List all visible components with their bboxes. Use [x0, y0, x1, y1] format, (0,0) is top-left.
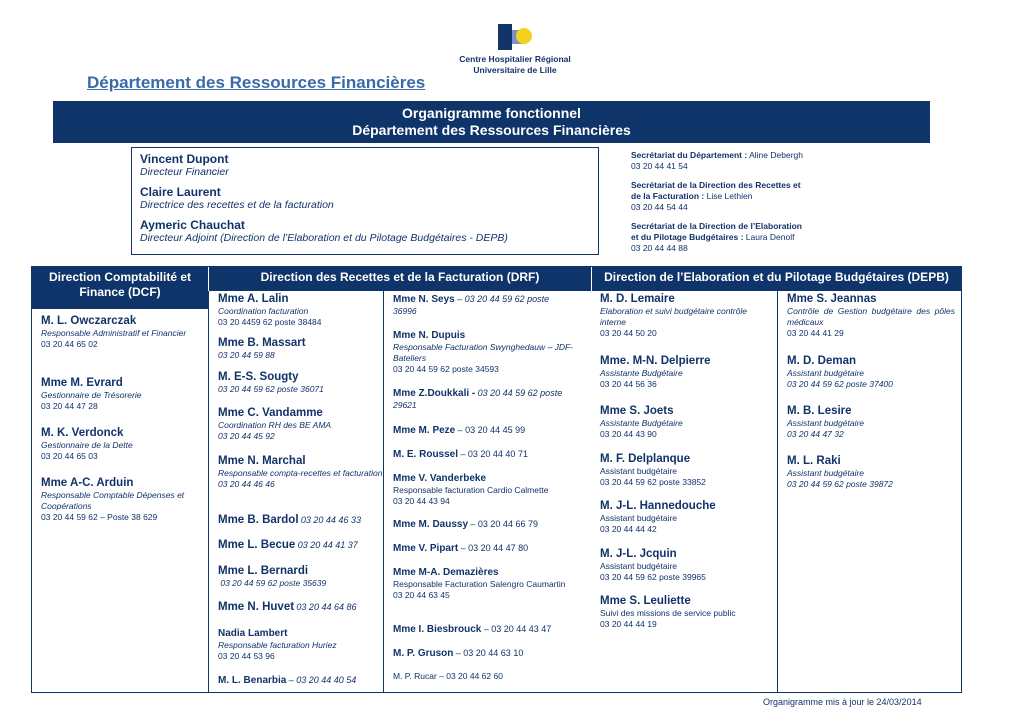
director-name: Aymeric Chauchat — [140, 218, 245, 232]
person-name: Mme S. Leuliette — [600, 595, 691, 607]
person-entry — [218, 514, 383, 527]
person-entry — [218, 407, 383, 442]
person-phone: – 03 20 44 63 10 — [455, 648, 524, 658]
person-name: Mme I. Biesbrouck — [393, 624, 482, 635]
person-phone: 03 20 44 53 96 — [218, 651, 275, 661]
person-phone: 03 20 44 59 62 poste 37400 — [787, 379, 893, 389]
person-entry — [787, 405, 955, 440]
person-role: Gestionnaire de la Dette — [41, 440, 133, 450]
person-phone: – 03 20 44 59 62 poste — [457, 294, 550, 304]
secretariat-entry — [631, 221, 836, 254]
secretariat-phone: 03 20 44 54 44 — [631, 202, 688, 212]
banner-line-1: Organigramme fonctionnel — [402, 105, 581, 121]
dcf-column — [32, 267, 208, 692]
person-name: Mme C. Vandamme — [218, 407, 323, 419]
person-name: M. J-L. Hannedouche — [600, 500, 716, 512]
person-entry — [218, 627, 383, 662]
person-phone: 03 20 4459 62 poste 38484 — [218, 317, 322, 327]
secretariat-title: Secrétariat de la Direction des Recettes et — [631, 180, 801, 190]
person-entry — [393, 647, 583, 660]
person-name: M. J-L. Jcquin — [600, 548, 677, 560]
person-role: Gestionnaire de Trésorerie — [41, 390, 142, 400]
drf-left-column — [208, 267, 383, 692]
person-name: M. L. Benarbia — [218, 675, 287, 686]
person-name: M. B. Lesire — [787, 405, 852, 417]
depb-left-column — [591, 267, 777, 692]
person-entry — [393, 387, 583, 411]
person-phone: 03 20 44 46 46 — [218, 479, 275, 489]
person-entry — [600, 595, 770, 630]
secretariat-title: Secrétariat de la Direction de l’Elaboration — [631, 221, 802, 231]
person-role: Responsable facturation Cardio Calmette — [393, 485, 549, 495]
person-entry — [393, 518, 583, 531]
banner-line-2: Département des Ressources Financières — [352, 122, 631, 138]
person-role: Assistant budgétaire — [600, 561, 678, 571]
person-name: Mme V. Pipart — [393, 543, 459, 554]
person-role: Responsable facturation Huriez — [218, 640, 337, 650]
person-name: Mme N. Marchal — [218, 455, 306, 467]
secretariat-title: Secrétariat du Département : — [631, 150, 748, 160]
logo-line-1: Centre Hospitalier Régional — [459, 54, 571, 64]
person-entry — [600, 355, 770, 390]
person-entry — [600, 500, 770, 535]
person-phone: 03 20 44 63 45 — [393, 590, 450, 600]
person-entry — [393, 671, 583, 682]
person-entry — [393, 448, 583, 461]
person-name: Mme B. Bardol — [218, 514, 299, 526]
person-phone: – 03 20 44 47 80 — [460, 543, 529, 553]
person-entry — [218, 565, 383, 589]
person-name: Mme A-C. Arduin — [41, 477, 134, 489]
person-entry — [393, 623, 583, 636]
person-phone: – 03 20 44 40 71 — [460, 449, 528, 459]
person-role: Responsable Comptable Dépenses et Coopérations — [41, 490, 185, 511]
org-chart-grid — [31, 266, 962, 693]
person-entry — [218, 674, 383, 687]
person-role: Elaboration et suivi budgétaire contrôle interne — [600, 306, 747, 327]
person-entry — [787, 293, 955, 339]
director-role: Directrice des recettes et de la facturation — [140, 199, 334, 211]
person-name: Mme M-A. Demazières — [393, 567, 499, 578]
person-entry — [787, 355, 955, 390]
person-phone: 03 20 44 59 62 poste 34593 — [393, 364, 499, 374]
person-name: Mme N. Huvet — [218, 601, 295, 613]
person-role: Coordination facturation — [218, 306, 309, 316]
person-name: Mme A. Lalin — [218, 293, 289, 305]
person-phone: 03 20 44 59 62 poste 39872 — [787, 479, 893, 489]
secretariat-phone: 03 20 44 41 54 — [631, 161, 688, 171]
person-name: M. K. Verdonck — [41, 427, 124, 439]
person-name: Mme N. Dupuis — [393, 330, 466, 341]
person-role: Assistant budgétaire — [787, 418, 865, 428]
person-entry — [218, 293, 383, 328]
page-title: Département des Ressources Financières — [87, 73, 426, 92]
person-role: Coordination RH des BE AMA — [218, 420, 332, 430]
person-phone: 03 20 44 59 62 poste 33852 — [600, 477, 706, 487]
secretariat-list — [631, 150, 836, 262]
director-entry — [140, 185, 590, 212]
person-entry — [218, 455, 383, 490]
person-phone: 03 20 44 43 90 — [600, 429, 657, 439]
person-role: Responsable Administratif et Financier — [41, 328, 187, 338]
person-entry — [393, 424, 583, 437]
person-phone: – 03 20 44 66 79 — [470, 519, 538, 529]
person-name: M. L. Raki — [787, 455, 841, 467]
logo-line-2: Universitaire de Lille — [473, 65, 557, 75]
person-entry — [41, 477, 201, 523]
director-name: Claire Laurent — [140, 185, 221, 199]
director-entry — [140, 218, 590, 245]
directors-box — [131, 147, 599, 255]
person-phone: 03 20 44 59 88 — [218, 350, 275, 360]
person-phone: 03 20 44 65 02 — [41, 339, 98, 349]
secretariat-entry — [631, 150, 836, 172]
secretariat-name: Laura Denolf — [745, 232, 795, 242]
director-name: Vincent Dupont — [140, 152, 229, 166]
person-name: Mme M. Daussy — [393, 519, 469, 530]
person-entry — [41, 427, 201, 462]
person-role: Assistant budgétaire — [600, 466, 678, 476]
person-role: Assistante Budgétaire — [600, 368, 683, 378]
person-line: M. P. Rucar – 03 20 44 62 60 — [393, 671, 503, 681]
person-entry — [787, 455, 955, 490]
drf-header: Direction des Recettes et de la Facturation (DRF) — [208, 267, 591, 291]
person-entry — [393, 566, 583, 601]
person-role: Assistant budgétaire — [787, 468, 865, 478]
secretariat-phone: 03 20 44 44 88 — [631, 243, 688, 253]
person-entry — [393, 542, 583, 555]
person-phone: – 03 20 44 40 54 — [288, 675, 357, 685]
person-name: M. D. Lemaire — [600, 293, 675, 305]
depb-right-column — [777, 267, 961, 692]
secretariat-name: Aline Debergh — [749, 150, 803, 160]
person-entry — [41, 377, 201, 412]
update-date: Organigramme mis à jour le 24/03/2014 — [763, 697, 922, 707]
person-phone: 03 20 44 59 62 poste 39965 — [600, 572, 706, 582]
person-name: Mme B. Massart — [218, 337, 306, 349]
chru-logo — [450, 20, 580, 78]
person-phone: 03 20 44 59 62 – Poste 38 629 — [41, 512, 158, 522]
person-name: Mme N. Seys — [393, 294, 455, 305]
person-role: Responsable compta-recettes et facturation — [218, 468, 383, 478]
person-phone: 03 20 44 64 86 — [296, 602, 357, 612]
person-role: Responsable Facturation Salengro Caumartin — [393, 579, 566, 589]
person-entry — [218, 539, 383, 552]
person-entry — [393, 329, 583, 375]
person-name: Mme S. Joets — [600, 405, 674, 417]
person-phone-cont: 36996 — [393, 306, 417, 316]
person-name: M. L. Owczarczak — [41, 315, 137, 327]
person-phone: 03 20 44 59 62 poste 35639 — [218, 578, 327, 588]
person-role: Assistant budgétaire — [600, 513, 678, 523]
person-phone: 03 20 44 59 62 poste — [477, 388, 563, 398]
person-entry — [600, 405, 770, 440]
person-role: Contrôle de Gestion budgétaire des pôles médicaux — [787, 306, 955, 327]
person-entry — [393, 293, 583, 317]
person-entry — [393, 472, 583, 507]
person-phone: 03 20 44 41 29 — [787, 328, 844, 338]
person-name: Mme S. Jeannas — [787, 293, 877, 305]
person-name: M. E. Roussel — [393, 449, 459, 460]
person-phone: 03 20 44 44 42 — [600, 524, 657, 534]
person-phone: 03 20 44 59 62 poste 36071 — [218, 384, 324, 394]
depb-header: Direction de l’Elaboration et du Pilotage Budgétaires (DEPB) — [591, 267, 961, 291]
dcf-header: Direction Comptabilité et Finance (DCF) — [32, 267, 208, 309]
director-role: Directeur Adjoint (Direction de l’Elaboration et du Pilotage Budgétaires - DEPB) — [140, 232, 508, 244]
drf-right-column — [383, 267, 591, 692]
person-name: Mme M. Evrard — [41, 377, 123, 389]
person-name: M. P. Gruson — [393, 648, 454, 659]
person-name: Mme L. Bernardi — [218, 565, 309, 577]
person-name: Mme V. Vanderbeke — [393, 473, 487, 484]
secretariat-title-cont: et du Pilotage Budgétaires : — [631, 232, 744, 242]
person-name: Mme L. Becue — [218, 539, 296, 551]
org-chart-banner — [53, 101, 930, 143]
person-role: Responsable Facturation Swynghedauw – JDF- Bateliers — [393, 342, 574, 363]
director-entry — [140, 152, 590, 179]
person-phone: 03 20 44 41 37 — [297, 540, 358, 550]
person-entry — [600, 293, 770, 339]
person-name: Mme Z.Doukkali - — [393, 388, 476, 399]
person-phone: 03 20 44 56 36 — [600, 379, 657, 389]
person-name: M. F. Delplanque — [600, 453, 691, 465]
person-phone: 03 20 44 47 32 — [787, 429, 844, 439]
person-name: Mme M. Peze — [393, 425, 456, 436]
person-name: M. D. Deman — [787, 355, 857, 367]
director-role: Directeur Financier — [140, 166, 229, 178]
person-phone-cont: 29621 — [393, 400, 417, 410]
person-name: Mme. M-N. Delpierre — [600, 355, 711, 367]
person-name: M. E-S. Sougty — [218, 371, 299, 383]
person-phone: 03 20 44 45 92 — [218, 431, 275, 441]
person-phone: 03 20 44 65 03 — [41, 451, 98, 461]
secretariat-entry — [631, 180, 836, 213]
person-entry — [218, 371, 383, 395]
secretariat-name: Lise Lethien — [706, 191, 753, 201]
person-phone: – 03 20 44 45 99 — [457, 425, 526, 435]
person-name: Nadia Lambert — [218, 628, 288, 639]
person-role: Suivi des missions de service public — [600, 608, 736, 618]
person-phone: 03 20 44 47 28 — [41, 401, 98, 411]
person-phone: – 03 20 44 43 47 — [483, 624, 552, 634]
person-entry — [600, 548, 770, 583]
secretariat-title-cont: de la Facturation : — [631, 191, 705, 201]
person-role: Assistant budgétaire — [787, 368, 865, 378]
person-phone: 03 20 44 43 94 — [393, 496, 450, 506]
chru-logo-icon — [490, 24, 540, 52]
person-entry — [600, 453, 770, 488]
person-phone: 03 20 44 46 33 — [300, 515, 361, 525]
person-role: Assistante Budgétaire — [600, 418, 683, 428]
person-entry — [218, 601, 383, 614]
person-entry — [41, 315, 201, 350]
person-phone: 03 20 44 44 19 — [600, 619, 657, 629]
person-entry — [218, 337, 383, 361]
person-phone: 03 20 44 50 20 — [600, 328, 657, 338]
